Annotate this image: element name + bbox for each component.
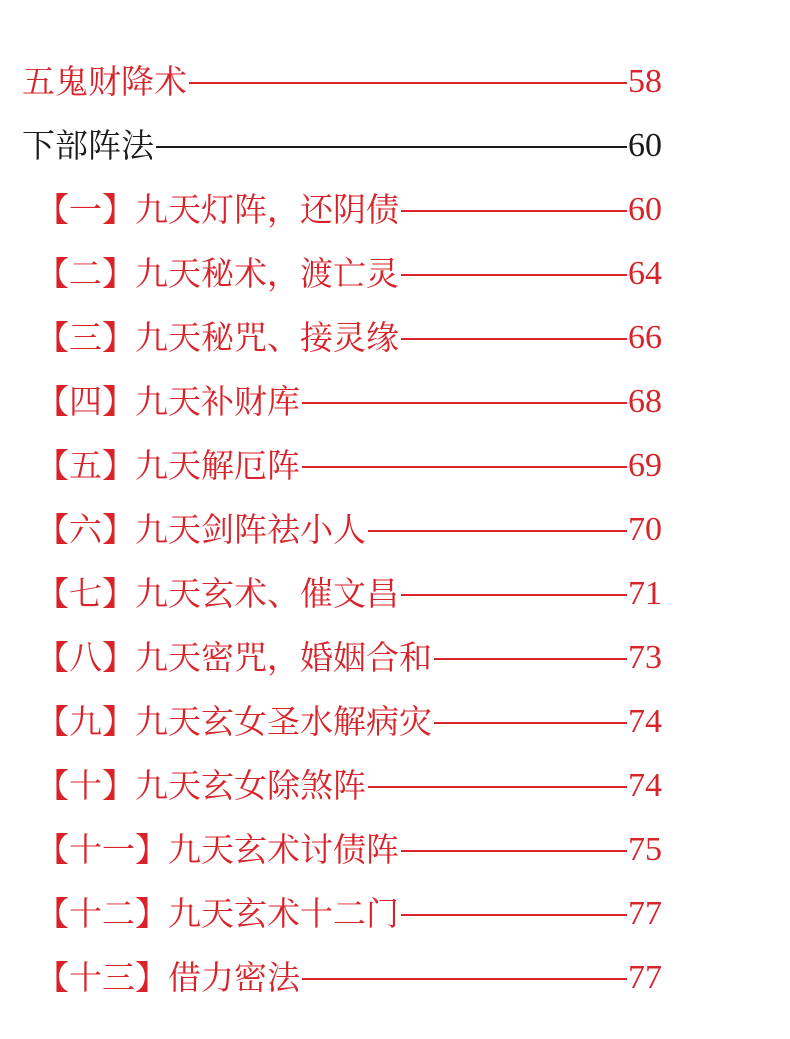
- toc-entry-title: 【一】九天灯阵，还阴债: [36, 190, 399, 229]
- toc-entry: [22, 626, 662, 690]
- toc-entry-page: 73: [628, 639, 662, 676]
- toc-entry: [22, 690, 662, 754]
- toc-entry-title: 【五】九天解厄阵: [36, 446, 300, 485]
- toc-entry-title: 【六】九天剑阵祛小人: [36, 510, 366, 549]
- toc-entry-title: 【七】九天玄术、催文昌: [36, 574, 399, 613]
- toc-leader-line: [189, 82, 627, 84]
- toc-entry-page: 71: [628, 575, 662, 612]
- toc-entry: [22, 178, 662, 242]
- toc-entry-page: 64: [628, 255, 662, 292]
- toc-entry: [22, 818, 662, 882]
- toc-entry: [22, 498, 662, 562]
- toc-leader-line: [401, 338, 627, 340]
- toc-entry-page: 70: [628, 511, 662, 548]
- table-of-contents: [22, 50, 662, 1010]
- toc-leader-line: [156, 146, 627, 148]
- toc-leader-line: [434, 658, 627, 660]
- toc-entry: [22, 370, 662, 434]
- toc-entry-title: 【十】九天玄女除煞阵: [36, 766, 366, 805]
- toc-leader-line: [302, 466, 627, 468]
- toc-entry-page: 74: [628, 703, 662, 740]
- toc-entry-page: 69: [628, 447, 662, 484]
- toc-entry-page: 66: [628, 319, 662, 356]
- toc-entry-title: 【十一】九天玄术讨债阵: [36, 830, 399, 869]
- toc-entry-page: 60: [628, 127, 662, 164]
- toc-entry-page: 77: [628, 959, 662, 996]
- toc-entry-page: 60: [628, 191, 662, 228]
- toc-leader-line: [401, 210, 627, 212]
- toc-entry-page: 75: [628, 831, 662, 868]
- toc-leader-line: [401, 594, 627, 596]
- toc-entry-page: 74: [628, 767, 662, 804]
- toc-entry-title: 【十二】九天玄术十二门: [36, 894, 399, 933]
- toc-entry-title: 【二】九天秘术，渡亡灵: [36, 254, 399, 293]
- toc-entry-page: 77: [628, 895, 662, 932]
- toc-entry: [22, 50, 662, 114]
- toc-entry-title: 五鬼财降术: [22, 62, 187, 101]
- toc-entry-title: 下部阵法: [22, 126, 154, 165]
- toc-entry-page: 68: [628, 383, 662, 420]
- toc-entry: [22, 562, 662, 626]
- toc-leader-line: [368, 530, 627, 532]
- toc-leader-line: [302, 978, 627, 980]
- toc-entry-title: 【三】九天秘咒、接灵缘: [36, 318, 399, 357]
- toc-entry-page: 58: [628, 63, 662, 100]
- toc-leader-line: [401, 914, 627, 916]
- toc-leader-line: [302, 402, 627, 404]
- toc-entry: [22, 754, 662, 818]
- toc-entry-title: 【九】九天玄女圣水解病灾: [36, 702, 432, 741]
- toc-entry: [22, 882, 662, 946]
- toc-leader-line: [401, 850, 627, 852]
- toc-entry: [22, 306, 662, 370]
- toc-entry-title: 【四】九天补财库: [36, 382, 300, 421]
- toc-section-heading: [22, 114, 662, 178]
- toc-entry: [22, 242, 662, 306]
- toc-entry: [22, 434, 662, 498]
- toc-leader-line: [401, 274, 627, 276]
- toc-entry-title: 【十三】借力密法: [36, 958, 300, 997]
- toc-entry: [22, 946, 662, 1010]
- toc-leader-line: [368, 786, 627, 788]
- toc-entry-title: 【八】九天密咒，婚姻合和: [36, 638, 432, 677]
- toc-leader-line: [434, 722, 627, 724]
